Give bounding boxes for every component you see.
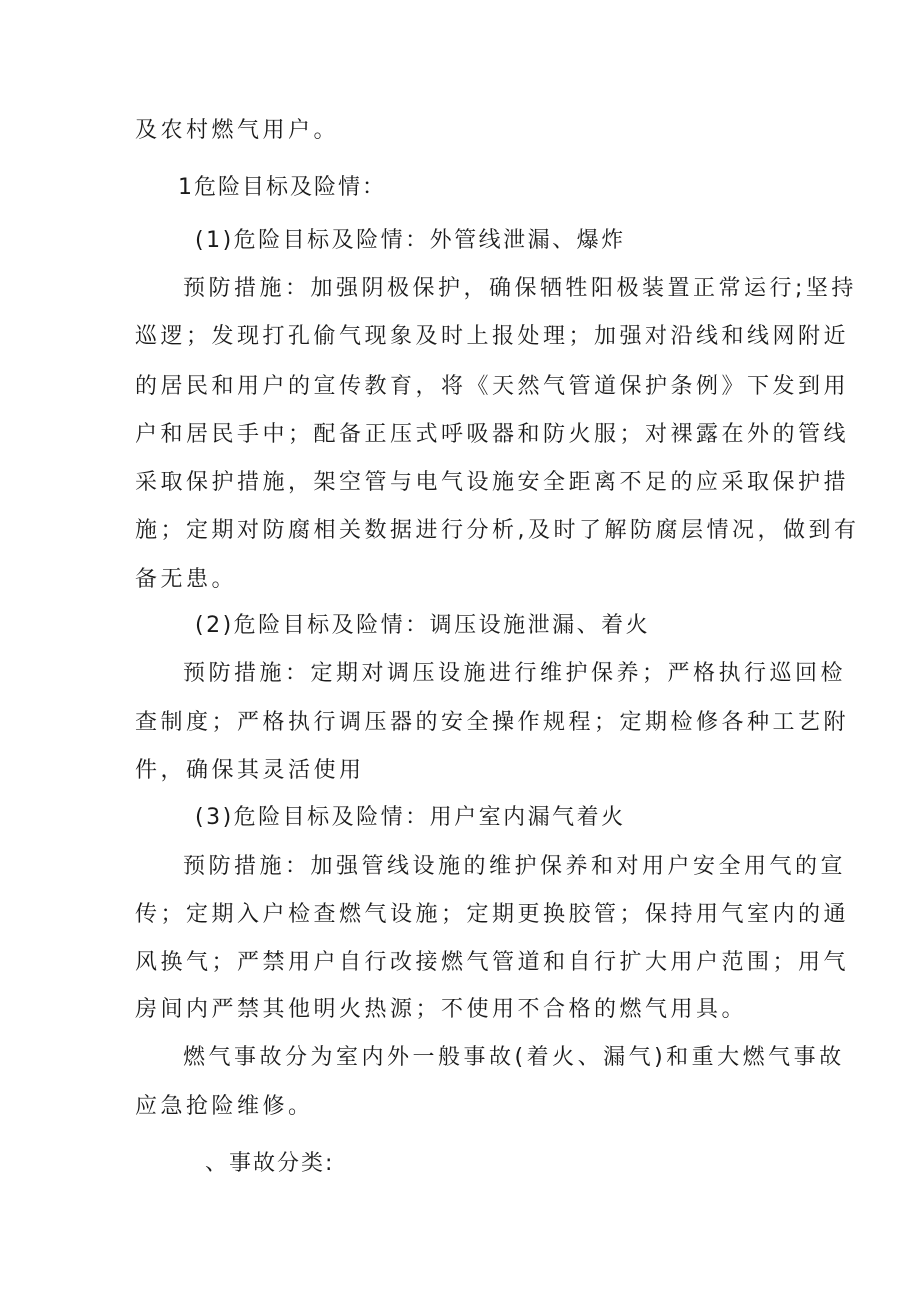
summary-line: 燃气事故分为室内外一般事故(着火、漏气)和重大燃气事故: [183, 1045, 845, 1070]
item1-heading: (1)危险目标及险情：外管线泄漏、爆炸: [195, 228, 626, 253]
item1-measure-line: 施；定期对防腐相关数据进行分析,及时了解防腐层情况，做到有: [135, 518, 860, 543]
item2-measure-line: 件，确保其灵活使用: [135, 758, 365, 783]
section1-heading: 1危险目标及险情：: [178, 175, 386, 200]
item3-measure-line: 传；定期入户检查燃气设施；定期更换胶管；保持用气室内的通: [135, 902, 850, 927]
item2-measure-line: 查制度；严格执行调压器的安全操作规程；定期检修各种工艺附: [135, 710, 850, 735]
item1-measure-line: 预防措施：加强阴极保护，确保牺牲阳极装置正常运行;坚持: [183, 276, 857, 301]
item1-measure-line: 备无患。: [135, 567, 238, 592]
item1-measure-line: 户和居民手中；配备正压式呼吸器和防火服；对裸露在外的管线: [135, 422, 850, 447]
item1-measure-line: 采取保护措施，架空管与电气设施安全距离不足的应采取保护措: [135, 470, 850, 495]
item1-measure-line: 的居民和用户的宣传教育，将《天然气管道保护条例》下发到用: [135, 374, 850, 399]
section2-heading: 、事故分类:: [205, 1151, 335, 1176]
item3-measure-line: 房间内严禁其他明火热源；不使用不合格的燃气用具。: [135, 997, 748, 1022]
item3-heading: (3)危险目标及险情：用户室内漏气着火: [195, 805, 626, 830]
summary-line: 应急抢险维修。: [135, 1094, 314, 1119]
item3-measure-line: 预防措施：加强管线设施的维护保养和对用户安全用气的宣: [183, 854, 847, 879]
item1-measure-line: 巡逻；发现打孔偷气现象及时上报处理；加强对沿线和线网附近: [135, 324, 850, 349]
item2-heading: (2)危险目标及险情：调压设施泄漏、着火: [195, 613, 651, 638]
item2-measure-line: 预防措施：定期对调压设施进行维护保养；严格执行巡回检: [183, 661, 847, 686]
intro-tail-text: 及农村燃气用户。: [135, 118, 340, 143]
item3-measure-line: 风换气；严禁用户自行改接燃气管道和自行扩大用户范围；用气: [135, 950, 850, 975]
